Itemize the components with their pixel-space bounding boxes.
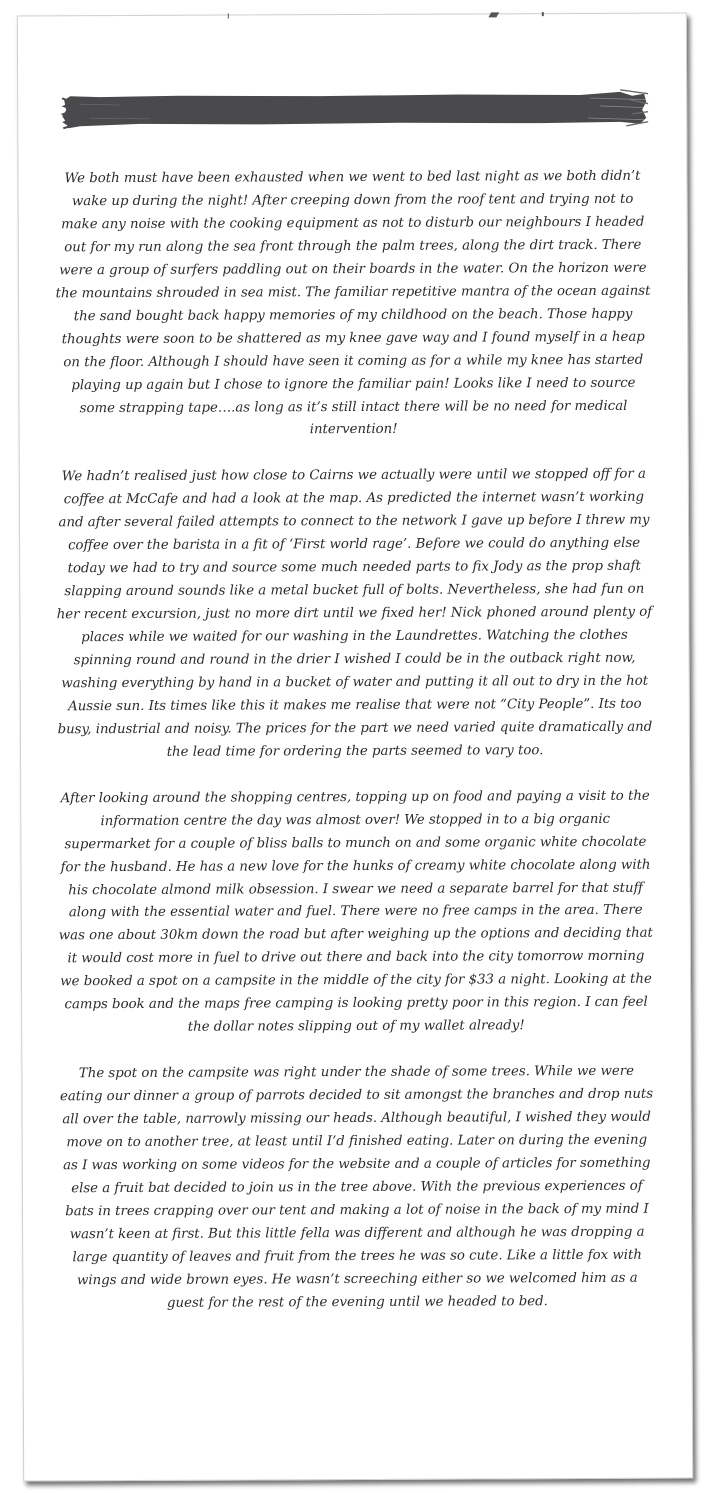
paragraph-1: We both must have been exhausted when we went to bed last night as we both didn’t wake up during the night! After creeping down from the roof tent and trying not to make any noise with the cooking equipment as not to disturb our neighbours I headed out for my run along the sea front through the palm trees, along the dirt track. There were a group of surfers paddling out on their boards in the water. On the horizon were the mountains shrouded in sea mist. The familiar repetitive mantra of the ocean against the sand bought back happy memories of my childhood on the beach. Those happy thoughts were soon to be shattered as my knee gave way and I found myself in a heap on the floor. Although I should have seen it coming as for a while my knee has started playing up again but I chose to ignore the familiar pain! Looks like I need to source some strapping tape….as long as it’s still intact there will be no need for medical intervention! <box>55 168 651 438</box>
paper-edge-mark <box>488 12 499 17</box>
paper-edge-mark <box>542 12 544 16</box>
paragraph-2: We hadn’t realised just how close to Cairns we actually were until we stopped off for a coffee at McCafe and had a look at the map. As predicted the internet wasn’t working and after several failed attempts to connect to the network I gave up before I threw my coffee over the barista in a fit of ‘First world rage’. Before we could do anything else today we had to try and source some much needed parts to fix Jody as the prop shaft slapping around sounds like a metal bucket full of bolts. Nevertheless, she had fun on her recent excursion, just no more dirt until we fixed her! Nick phoned around plenty of places while we waited for our washing in the Laundrettes. Watching the clothes spinning round and round in the drier I wished I could be in the outback right now, washing everything by hand in a bucket of water and putting it all out to dry in the hot Aussie sun. Its times like this it makes me realise that were not “City People”. Its too busy, industrial and noisy. The prices for the part we need varied quite dramatically and the lead time for ordering the parts seemed to vary too. <box>56 467 653 760</box>
article-body <box>54 166 655 1339</box>
paper-sheet <box>17 13 693 1482</box>
paper-edge-mark <box>228 14 229 19</box>
brush-stroke-banner <box>60 80 648 135</box>
paragraph-3: After looking around the shopping centres, topping up on food and paying a visit to the information centre the day was almost over! We stopped in to a big organic supermarket for a couple of bliss balls to munch on and some organic white chocolate for the husband. He has a new love for the hunks of creamy white chocolate along with his chocolate almond milk obsession. I swear we need a separate barrel for that stuff along with the essential water and fuel. There were no free camps in the area. There was one about 30km down the road but after weighing up the options and deciding that it would cost more in fuel to drive out there and back into the city tomorrow morning we booked a spot on a campsite in the middle of the city for $33 a night. Looking at the camps book and the maps free camping is looking pretty poor in this region. I can feel the dollar notes slipping out of my wallet already! <box>58 788 653 1035</box>
paragraph-4: The spot on the campsite was right under the shade of some trees. While we were eating our dinner a group of parrots decided to sit amongst the branches and drop nuts all over the table, narrowly missing our heads. Although beautiful, I wished they would move on to another tree, at least until I’d finished eating. Later on during the evening as I was working on some videos for the website and a couple of articles for something else a fruit bat decided to join us in the tree above. With the previous experiences of bats in trees crapping over our tent and making a lot of noise in the back of my mind I wasn’t keen at first. But this little fella was different and although he was dropping a large quantity of leaves and fruit from the trees he was so cute. Like a little fox with wings and wide brown eyes. He wasn’t screeching either so we welcomed him as a guest for the rest of the evening until we headed to bed. <box>59 1063 654 1311</box>
